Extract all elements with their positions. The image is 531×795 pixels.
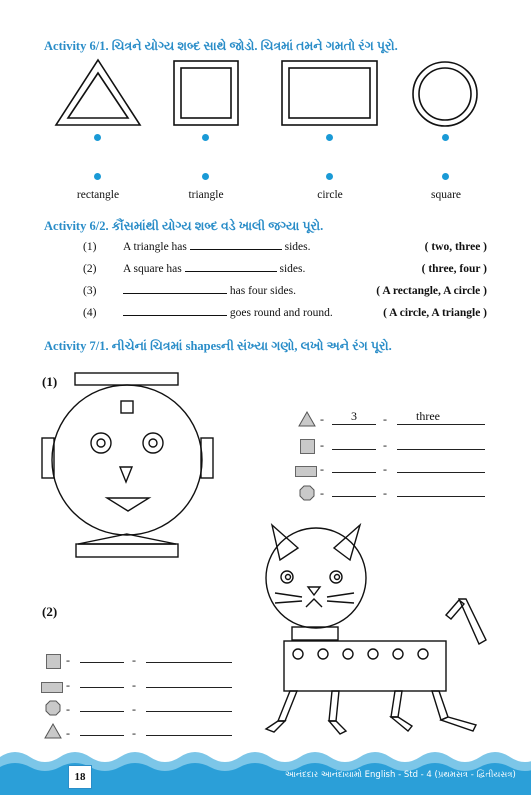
match-dot[interactable]: [94, 173, 101, 180]
word-line[interactable]: [397, 496, 485, 497]
word-rectangle: rectangle: [76, 189, 120, 201]
activity-6-1-title: Activity 6/1. ચિત્રને યોગ્ય શબ્દ સાથે જોડો. ચિત્રમાં તમને ગમતો રંગ પૂરો.: [44, 39, 398, 53]
dash: -: [383, 438, 387, 452]
dash: -: [320, 438, 324, 452]
fill-row-3: [83, 285, 96, 297]
activity-6-1-shapes: [0, 0, 531, 160]
book-title: આનંદદાર આનંદાયામો English - Std - 4 (પ્રથમસત્ર - દ્વિતીયસત્ર): [285, 770, 516, 780]
leg-segment: [441, 717, 476, 731]
fill-row-3-sentence: [123, 285, 296, 297]
square-icon: [300, 439, 315, 454]
fill-row-2-sentence: [123, 263, 305, 275]
count-line[interactable]: [80, 687, 124, 688]
rectangle-icon: [295, 466, 317, 477]
octagon-icon: [45, 700, 61, 716]
sentence-start: A square has: [123, 263, 182, 275]
dash: -: [320, 462, 324, 476]
dash: -: [132, 726, 136, 740]
triangle-shape: [56, 60, 140, 125]
right-eye-outer: [143, 433, 163, 453]
activity-6-2-title: Activity 6/2. કૌંસમાંથી યોગ્ય શબ્દ વડે ખાલી જગ્યા પૂરો.: [44, 219, 324, 233]
cat-figure: [250, 515, 500, 740]
options: ( A rectangle, A circle ): [376, 285, 487, 297]
count-line[interactable]: [80, 735, 124, 736]
row-number: (1): [83, 241, 97, 253]
fill-row-1-sentence: [123, 241, 311, 253]
word-line[interactable]: [397, 424, 485, 425]
nose-triangle: [120, 467, 132, 482]
right-ear-rectangle: [201, 438, 213, 478]
dash: -: [132, 653, 136, 667]
dash: -: [66, 653, 70, 667]
hat-rectangle: [75, 373, 178, 385]
robot-face-figure: [0, 360, 260, 565]
leg-segment: [391, 691, 402, 717]
match-dot[interactable]: [202, 173, 209, 180]
word-triangle: triangle: [188, 189, 224, 201]
forehead-square: [121, 401, 133, 413]
leg-segment: [432, 691, 448, 720]
fill-row-2: [83, 263, 96, 275]
dash: -: [66, 678, 70, 692]
dash: -: [66, 702, 70, 716]
triangle-icon: [298, 411, 316, 427]
row-number: (2): [83, 263, 97, 275]
match-dot[interactable]: [326, 173, 333, 180]
match-dot[interactable]: [94, 134, 101, 141]
square-shape: [174, 61, 238, 125]
sentence-end: has four sides.: [229, 285, 296, 297]
answer-blank[interactable]: [123, 315, 227, 316]
fill-row-4-sentence: [123, 307, 333, 319]
fill-row-1: [83, 241, 96, 253]
dash: -: [66, 726, 70, 740]
circle-shape: [413, 62, 477, 126]
left-eye-outer: [91, 433, 111, 453]
word-line[interactable]: [146, 662, 232, 663]
answer-blank[interactable]: [123, 293, 227, 294]
dash: -: [383, 412, 387, 426]
count-line[interactable]: [332, 496, 376, 497]
sentence-end: goes round and round.: [229, 307, 333, 319]
rectangle-icon: [41, 682, 63, 693]
leg-segment: [391, 717, 412, 731]
example-word: three: [416, 409, 440, 423]
collar-rectangle: [292, 627, 338, 640]
word-line[interactable]: [146, 735, 232, 736]
sentence-end: sides.: [279, 263, 306, 275]
left-ear-triangle: [272, 525, 298, 560]
options: ( three, four ): [421, 263, 487, 275]
word-line[interactable]: [146, 711, 232, 712]
options: ( A circle, A triangle ): [383, 307, 487, 319]
body-octagons: [293, 649, 428, 659]
answer-blank[interactable]: [185, 271, 277, 272]
row-number: (4): [83, 307, 97, 319]
dash: -: [383, 462, 387, 476]
square-icon: [46, 654, 61, 669]
word-square: square: [430, 189, 461, 201]
dash: -: [132, 678, 136, 692]
options: ( two, three ): [424, 241, 487, 253]
word-line[interactable]: [146, 687, 232, 688]
part-1-label: (1): [42, 374, 58, 389]
word-circle: circle: [317, 189, 343, 201]
dash: -: [132, 702, 136, 716]
right-ear-triangle: [334, 525, 360, 560]
match-dot[interactable]: [202, 134, 209, 141]
example-count: 3: [351, 409, 357, 423]
dash: -: [383, 486, 387, 500]
face-circle: [52, 385, 202, 535]
count-line[interactable]: [332, 449, 376, 450]
triangle-icon: [44, 723, 62, 739]
activity-7-1-title: Activity 7/1. નીચેનાં ચિત્રમાં shapesની સંખ્યા ગણો, લખો અને રંગ પૂરો.: [44, 339, 392, 353]
sentence-start: A triangle has: [123, 241, 187, 253]
row-number: (3): [83, 285, 97, 297]
count-line[interactable]: [80, 662, 124, 663]
match-dot[interactable]: [326, 134, 333, 141]
count-line[interactable]: [80, 711, 124, 712]
part-2-label: (2): [42, 604, 58, 619]
page-number: 18: [68, 765, 92, 789]
leg-segment: [278, 691, 297, 721]
rectangle-shape: [282, 61, 377, 125]
cat-nose-triangle: [308, 587, 320, 595]
word-line[interactable]: [397, 472, 485, 473]
sentence-end: sides.: [284, 241, 311, 253]
octagon-icon: [299, 485, 315, 501]
answer-blank[interactable]: [190, 249, 282, 250]
leg-segment: [329, 721, 346, 734]
page-footer: [0, 745, 531, 795]
leg-segment: [329, 691, 339, 721]
match-dot[interactable]: [442, 134, 449, 141]
word-line[interactable]: [397, 449, 485, 450]
mouth-triangle: [107, 498, 149, 511]
dash: -: [320, 486, 324, 500]
count-line[interactable]: [332, 472, 376, 473]
base-rectangle: [76, 544, 178, 557]
match-dot[interactable]: [442, 173, 449, 180]
count-line[interactable]: [332, 424, 376, 425]
leg-segment: [266, 721, 285, 732]
fill-row-4: [83, 307, 96, 319]
dash: -: [320, 412, 324, 426]
